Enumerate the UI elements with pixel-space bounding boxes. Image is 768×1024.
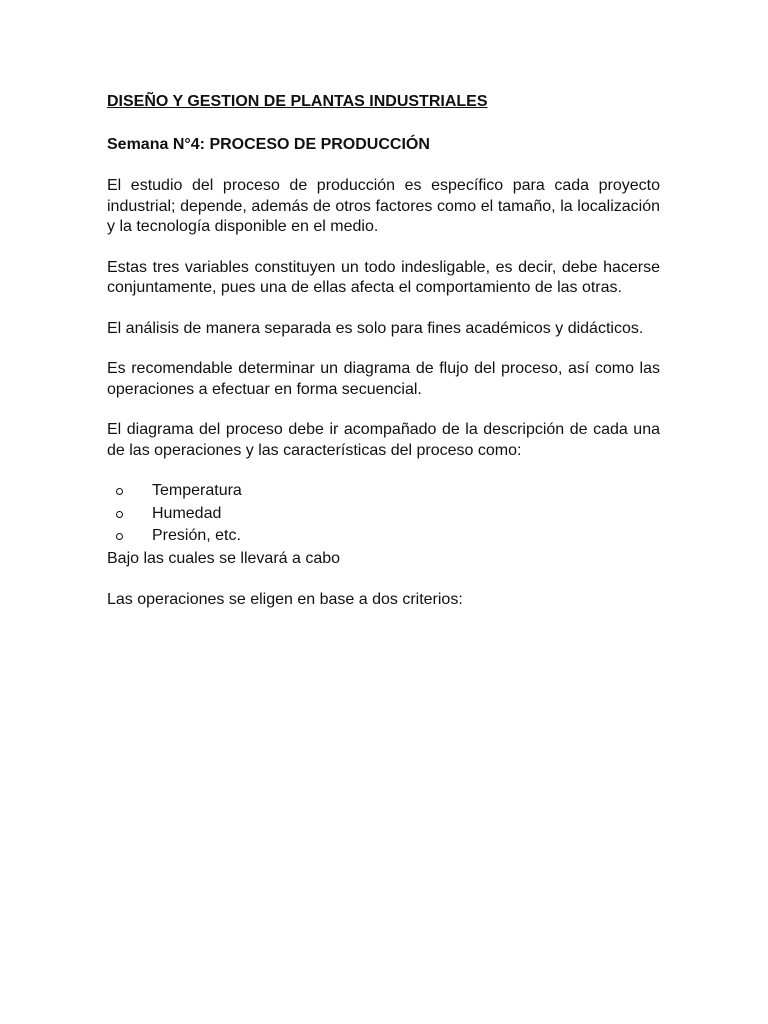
list-item [107, 480, 660, 503]
document-title: DISEÑO Y GESTION DE PLANTAS INDUSTRIALES [107, 93, 488, 110]
process-characteristics-list [107, 480, 660, 548]
paragraph-5: El diagrama del proceso debe ir acompañado de la descripción de cada una de las operaciones y las características del proceso como: [107, 421, 660, 459]
paragraph-1: El estudio del proceso de producción es específico para cada proyecto industrial; depende, además de otros factores como el tamaño, la localización y la tecnología disponible en el medio. [107, 177, 660, 235]
circle-bullet-icon [116, 488, 123, 495]
circle-bullet-icon [116, 533, 123, 540]
list-continuation: Bajo las cuales se llevará a cabo [107, 549, 341, 567]
paragraph-2: Estas tres variables constituyen un todo indesligable, es decir, debe hacerse conjuntamente, pues una de ellas afecta el comportamiento de las otras. [107, 258, 660, 296]
list-item-label: Humedad [152, 504, 222, 522]
circle-bullet-icon [116, 511, 123, 518]
list-item-label: Temperatura [152, 482, 242, 499]
list-item-label: Presión, etc. [152, 527, 241, 544]
section-heading: Semana N°4: PROCESO DE PRODUCCIÓN [107, 136, 430, 153]
paragraph-final: Las operaciones se eligen en base a dos criterios: [107, 590, 463, 608]
paragraph-4: Es recomendable determinar un diagrama de flujo del proceso, así como las operaciones a efectuar en forma secuencial. [107, 360, 660, 398]
paragraph-3: El análisis de manera separada es solo para fines académicos y didácticos. [107, 319, 644, 337]
list-item [107, 503, 660, 526]
list-item [107, 525, 660, 548]
document-page [107, 91, 660, 610]
